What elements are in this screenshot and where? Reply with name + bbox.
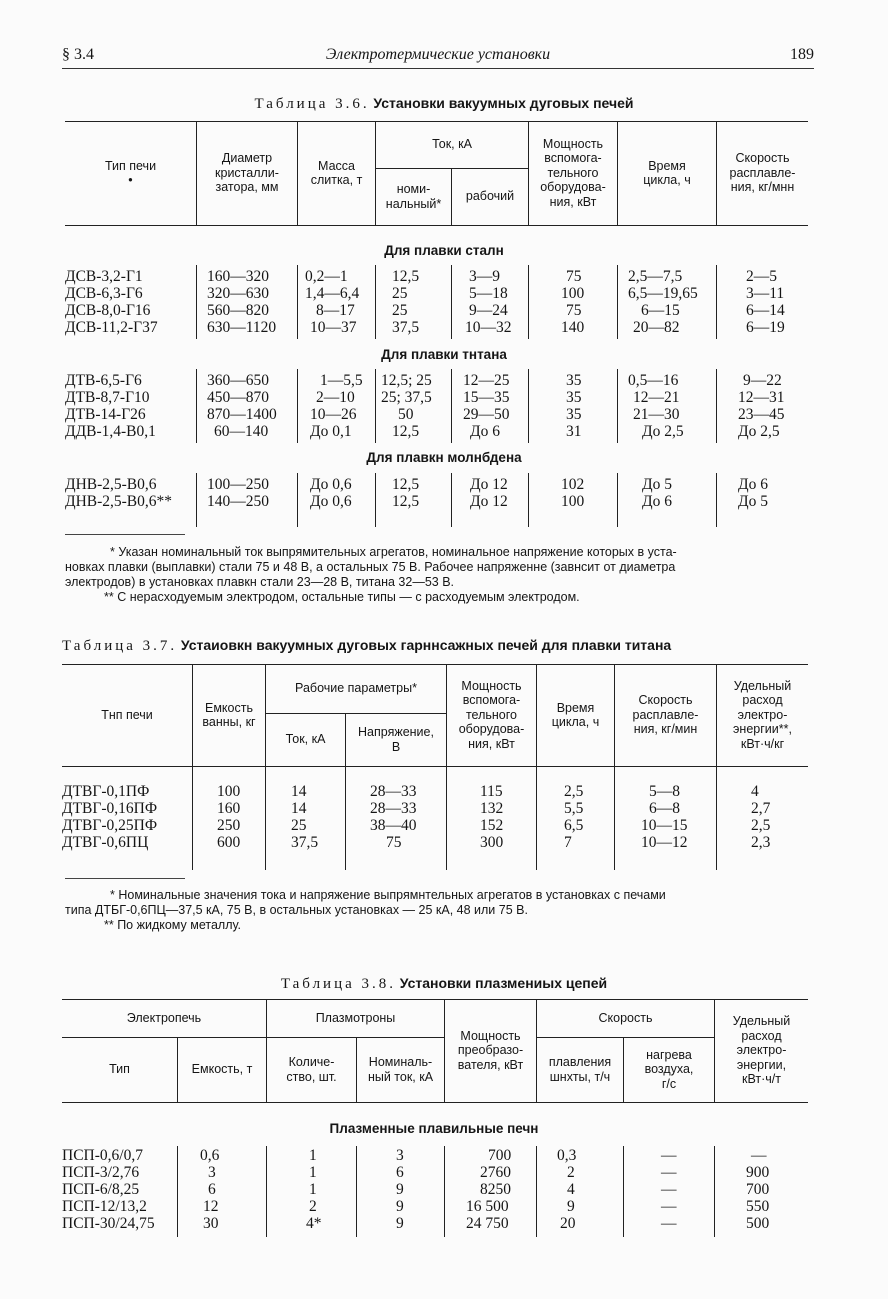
group-title-titanium: Для плавки тнтана — [381, 347, 507, 362]
page-number: 189 — [790, 46, 814, 63]
cell-charge-melting: 2 — [567, 1164, 575, 1181]
cell-melt-speed: До 5 — [738, 493, 768, 510]
cell-capacity: 3 — [208, 1164, 216, 1181]
cell-voltage: 75 — [386, 834, 402, 851]
cell-current: 14 — [291, 800, 307, 817]
cell-type: ДТВГ-0,6ПЦ — [62, 834, 149, 851]
cell-aux-power: 35 — [566, 389, 582, 406]
header-capacity: Емкость, т — [191, 1062, 253, 1077]
cell-type: ДНВ-2,5-В0,6** — [65, 493, 173, 510]
footnote: ** С нерасходуемым электродом, остальные типы — с расходуемым электродом. — [104, 590, 580, 604]
cell-type: ДДВ-1,4-В0,1 — [65, 423, 156, 440]
cell-mass: 10—37 — [310, 319, 357, 336]
cell-energy: 700 — [746, 1181, 770, 1198]
cell-air-heating: — — [661, 1215, 677, 1232]
cell-voltage: 28—33 — [370, 800, 417, 817]
header-voltage: Напряжение, В — [358, 725, 434, 754]
group-title-plasma-furnaces: Плазменные плавильные печн — [329, 1121, 539, 1136]
cell-converter-power: 24 750 — [466, 1215, 509, 1232]
cell-type: ДСВ-11,2-Г37 — [65, 319, 158, 336]
cell-type: ДТВГ-0,25ПФ — [62, 817, 158, 834]
cell-type: ПСП-30/24,75 — [62, 1215, 155, 1232]
cell-mass: 10—26 — [310, 406, 357, 423]
cell-type: ДТВГ-0,16ПФ — [62, 800, 158, 817]
cell-type: ДСВ-6,3-Г6 — [65, 285, 143, 302]
cell-type: ДТВ-8,7-Г10 — [65, 389, 150, 406]
cell-capacity: 30 — [203, 1215, 219, 1232]
cell-energy: 2,7 — [751, 800, 771, 817]
cell-type: ДТВ-6,5-Г6 — [65, 372, 142, 389]
cell-capacity: 600 — [217, 834, 241, 851]
cell-diameter: 630—1120 — [207, 319, 277, 336]
cell-mass: До 0,1 — [310, 423, 352, 440]
footnote: * Указан номинальный ток выпрямительных агрегатов, номинальное напряжение которых в уста- — [110, 545, 677, 559]
cell-diameter: 100—250 — [207, 476, 269, 493]
cell-diameter: 450—870 — [207, 389, 269, 406]
cell-mass: 8—17 — [316, 302, 355, 319]
cell-current-working: До 6 — [470, 423, 500, 440]
cell-mass: 2—10 — [316, 389, 355, 406]
cell-energy: 2,3 — [751, 834, 771, 851]
footnote: электродов) в установках плавкн стали 23—28 В, титана 32—53 В. — [65, 575, 455, 589]
cell-charge-melting: 9 — [567, 1198, 575, 1215]
group-title-molybdenum: Для плавкн молнбдена — [366, 450, 522, 465]
cell-cycle-time: 7 — [564, 834, 572, 851]
cell-cycle-time: 21—30 — [633, 406, 680, 423]
cell-current-nominal: 12,5 — [392, 423, 420, 440]
group-title-steel: Для плавки сталн — [384, 243, 504, 258]
cell-nominal-current: 9 — [396, 1215, 404, 1232]
header-current: Ток, кА — [432, 137, 472, 152]
cell-melt-speed: 10—12 — [641, 834, 688, 851]
cell-diameter: 870—1400 — [207, 406, 277, 423]
footnote: типа ДТБГ-0,6ПЦ—37,5 кА, 75 В, в остальных установках — 25 кА, 48 или 75 В. — [65, 903, 528, 917]
cell-type: ДСВ-8,0-Г16 — [65, 302, 151, 319]
cell-aux-power: 31 — [566, 423, 582, 440]
header-cycle-time: Время цикла, ч — [643, 158, 691, 187]
header-diameter: Диаметр кристалли- затора, мм — [215, 151, 279, 195]
cell-nominal-current: 3 — [396, 1147, 404, 1164]
cell-aux-power: 140 — [561, 319, 585, 336]
caption-label: Таблица 3.8. — [280, 976, 397, 992]
header-type: Тип — [109, 1062, 130, 1077]
cell-converter-power: 16 500 — [466, 1198, 509, 1215]
cell-mass: 1—5,5 — [320, 372, 363, 389]
cell-aux-power: 100 — [561, 285, 585, 302]
cell-melt-speed: 10—15 — [641, 817, 688, 834]
cell-melt-speed: До 6 — [738, 476, 768, 493]
cell-melt-speed: 6—19 — [746, 319, 785, 336]
header-melt-speed: Скорость расплавле- ния, кг/мнн — [729, 151, 796, 195]
cell-type: ПСП-3/2,76 — [62, 1164, 140, 1181]
cell-melt-speed: 12—31 — [738, 389, 785, 406]
cell-energy: — — [751, 1147, 767, 1164]
header-charge-melting: плавления шнхты, т/ч — [548, 1055, 612, 1084]
cell-current-working: 12—25 — [463, 372, 510, 389]
cell-melt-speed: 5—8 — [649, 783, 680, 800]
cell-melt-speed: 2—5 — [746, 268, 777, 285]
header-mass: Масса слитка, т — [310, 158, 363, 187]
cell-current-working: До 12 — [470, 476, 508, 493]
cell-capacity: 250 — [217, 817, 241, 834]
cell-current-nominal: 25; 37,5 — [381, 389, 432, 406]
cell-current-working: 10—32 — [465, 319, 512, 336]
cell-current-working: 9—24 — [469, 302, 508, 319]
cell-nominal-current: 6 — [396, 1164, 404, 1181]
cell-cycle-time: До 5 — [642, 476, 672, 493]
cell-melt-speed: 9—22 — [743, 372, 782, 389]
footnote: новках плавки (выплавки) стали 75 и 48 В, а остальных 75 В. Рабочее напряженне (завнсит от диаметра — [65, 560, 676, 574]
cell-diameter: 140—250 — [207, 493, 269, 510]
cell-count: 1 — [309, 1181, 317, 1198]
caption-label: Таблица 3.6. — [254, 96, 370, 112]
cell-melt-speed: 23—45 — [738, 406, 785, 423]
cell-current: 37,5 — [291, 834, 319, 851]
cell-aux-power: 35 — [566, 406, 582, 423]
caption-title: Установки плазмениых цепей — [399, 975, 608, 991]
cell-nominal-current: 9 — [396, 1181, 404, 1198]
header-aux-power: Мощность вспомога- тельного оборудова- ния, кВт — [458, 678, 525, 751]
cell-charge-melting: 4 — [567, 1181, 575, 1198]
cell-nominal-current: 9 — [396, 1198, 404, 1215]
cell-diameter: 160—320 — [207, 268, 269, 285]
cell-air-heating: — — [661, 1147, 677, 1164]
cell-aux-power: 132 — [480, 800, 504, 817]
header-melt-speed: Скорость расплавле- ния, кг/мин — [632, 693, 699, 737]
cell-capacity: 100 — [217, 783, 241, 800]
cell-aux-power: 152 — [480, 817, 504, 834]
header-count: Количе- ство, шт. — [286, 1055, 337, 1084]
cell-charge-melting: 20 — [560, 1215, 576, 1232]
cell-air-heating: — — [661, 1164, 677, 1181]
cell-converter-power: 8250 — [480, 1181, 511, 1198]
cell-air-heating: — — [661, 1198, 677, 1215]
header-converter-power: Мощность преобразо- вателя, кВт — [457, 1028, 524, 1072]
cell-aux-power: 35 — [566, 372, 582, 389]
cell-diameter: 320—630 — [207, 285, 269, 302]
cell-cycle-time: 6,5—19,65 — [628, 285, 698, 302]
cell-energy: 900 — [746, 1164, 770, 1181]
cell-current-working: 5—18 — [469, 285, 508, 302]
cell-mass: 0,2—1 — [305, 268, 348, 285]
header-furnace: Электропечь — [126, 1010, 202, 1025]
header-capacity: Емкость ванны, кг — [202, 700, 256, 729]
cell-current-nominal: 25 — [392, 285, 408, 302]
cell-diameter: 360—650 — [207, 372, 269, 389]
cell-melt-speed: 3—11 — [746, 285, 785, 302]
cell-type: ПСП-6/8,25 — [62, 1181, 140, 1198]
cell-cycle-time: 5,5 — [564, 800, 584, 817]
cell-count: 1 — [309, 1164, 317, 1181]
cell-type: ДТВ-14-Г26 — [65, 406, 146, 423]
cell-type: ДСВ-3,2-Г1 — [65, 268, 143, 285]
header-current-working: рабочий — [465, 189, 515, 204]
cell-energy: 4 — [751, 783, 759, 800]
cell-current-working: 15—35 — [463, 389, 510, 406]
cell-current-nominal: 12,5 — [392, 476, 420, 493]
cell-count: 1 — [309, 1147, 317, 1164]
cell-cycle-time: 12—21 — [633, 389, 680, 406]
header-plasmatrons: Плазмотроны — [315, 1010, 396, 1025]
footnote: ** По жидкому металлу. — [104, 918, 241, 932]
cell-converter-power: 700 — [488, 1147, 512, 1164]
cell-cycle-time: До 6 — [642, 493, 672, 510]
header-air-heating: нагрева воздуха, г/с — [644, 1047, 694, 1091]
cell-cycle-time: 6—15 — [641, 302, 680, 319]
cell-type: ПСП-12/13,2 — [62, 1198, 147, 1215]
cell-current-nominal: 50 — [398, 406, 414, 423]
cell-cycle-time: До 2,5 — [642, 423, 684, 440]
cell-converter-power: 2760 — [480, 1164, 511, 1181]
cell-diameter: 60—140 — [214, 423, 269, 440]
cell-energy: 2,5 — [751, 817, 771, 834]
cell-aux-power: 100 — [561, 493, 585, 510]
header-energy: Удельный расход электро- энергии**, кВт·ч/кг — [733, 678, 792, 751]
cell-voltage: 28—33 — [370, 783, 417, 800]
cell-cycle-time: 2,5—7,5 — [628, 268, 683, 285]
cell-mass: До 0,6 — [310, 493, 352, 510]
cell-aux-power: 102 — [561, 476, 585, 493]
cell-diameter: 560—820 — [207, 302, 269, 319]
cell-current-nominal: 37,5 — [392, 319, 420, 336]
cell-capacity: 12 — [203, 1198, 219, 1215]
cell-count: 4* — [306, 1215, 322, 1232]
cell-current: 25 — [291, 817, 307, 834]
cell-aux-power: 115 — [480, 783, 503, 800]
cell-current-nominal: 12,5 — [392, 268, 420, 285]
section-number: § 3.4 — [62, 46, 94, 63]
cell-melt-speed: 6—8 — [649, 800, 680, 817]
cell-current-nominal: 12,5 — [392, 493, 420, 510]
cell-current-working: 3—9 — [469, 268, 500, 285]
cell-cycle-time: 6,5 — [564, 817, 584, 834]
cell-current-nominal: 12,5; 25 — [381, 372, 432, 389]
header-current: Ток, кА — [285, 732, 326, 747]
cell-mass: До 0,6 — [310, 476, 352, 493]
header-energy: Удельный расход электро- энергии, кВт·ч/т — [732, 1014, 791, 1087]
cell-current-working: 29—50 — [463, 406, 510, 423]
header-current-nominal: номи- нальный* — [385, 182, 442, 211]
caption-title: Установки вакуумных дуговых печей — [373, 95, 634, 111]
header-aux-power: Мощность вспомога- тельного оборудова- ния, кВт — [540, 136, 606, 209]
header-type: Тип печи • — [104, 158, 157, 187]
header-type: Тнп печи — [101, 707, 153, 722]
cell-air-heating: — — [661, 1181, 677, 1198]
header-cycle-time: Время цикла, ч — [551, 700, 600, 729]
header-nominal-current: Номиналь- ный ток, кА — [367, 1055, 434, 1084]
cell-cycle-time: 0,5—16 — [628, 372, 679, 389]
caption-label: Таблица 3.7. — [62, 638, 178, 654]
cell-capacity: 160 — [217, 800, 241, 817]
cell-type: ДНВ-2,5-В0,6 — [65, 476, 157, 493]
header-work-params: Рабочие параметры* — [295, 681, 417, 696]
cell-type: ПСП-0,6/0,7 — [62, 1147, 143, 1164]
cell-aux-power: 75 — [566, 302, 582, 319]
cell-aux-power: 300 — [480, 834, 504, 851]
cell-cycle-time: 20—82 — [633, 319, 680, 336]
cell-melt-speed: До 2,5 — [738, 423, 780, 440]
chapter-title: Электротермические установки — [325, 46, 551, 63]
header-speed: Скорость — [598, 1010, 653, 1025]
cell-type: ДТВГ-0,1ПФ — [62, 783, 150, 800]
cell-voltage: 38—40 — [370, 817, 417, 834]
cell-energy: 550 — [746, 1198, 770, 1215]
cell-charge-melting: 0,3 — [557, 1147, 577, 1164]
cell-energy: 500 — [746, 1215, 770, 1232]
cell-current-working: До 12 — [470, 493, 508, 510]
caption-title: Устаиовкн вакуумных дуговых гарннсажных печей для плавки титана — [180, 637, 672, 653]
cell-melt-speed: 6—14 — [746, 302, 785, 319]
footnote: * Номинальные значения тока и напряжение выпрямнтельных агрегатов в установках с печами — [110, 888, 666, 902]
cell-current: 14 — [291, 783, 307, 800]
cell-count: 2 — [309, 1198, 317, 1215]
cell-mass: 1,4—6,4 — [305, 285, 360, 302]
cell-capacity: 6 — [208, 1181, 216, 1198]
cell-current-nominal: 25 — [392, 302, 408, 319]
cell-capacity: 0,6 — [200, 1147, 220, 1164]
cell-aux-power: 75 — [566, 268, 582, 285]
cell-cycle-time: 2,5 — [564, 783, 584, 800]
